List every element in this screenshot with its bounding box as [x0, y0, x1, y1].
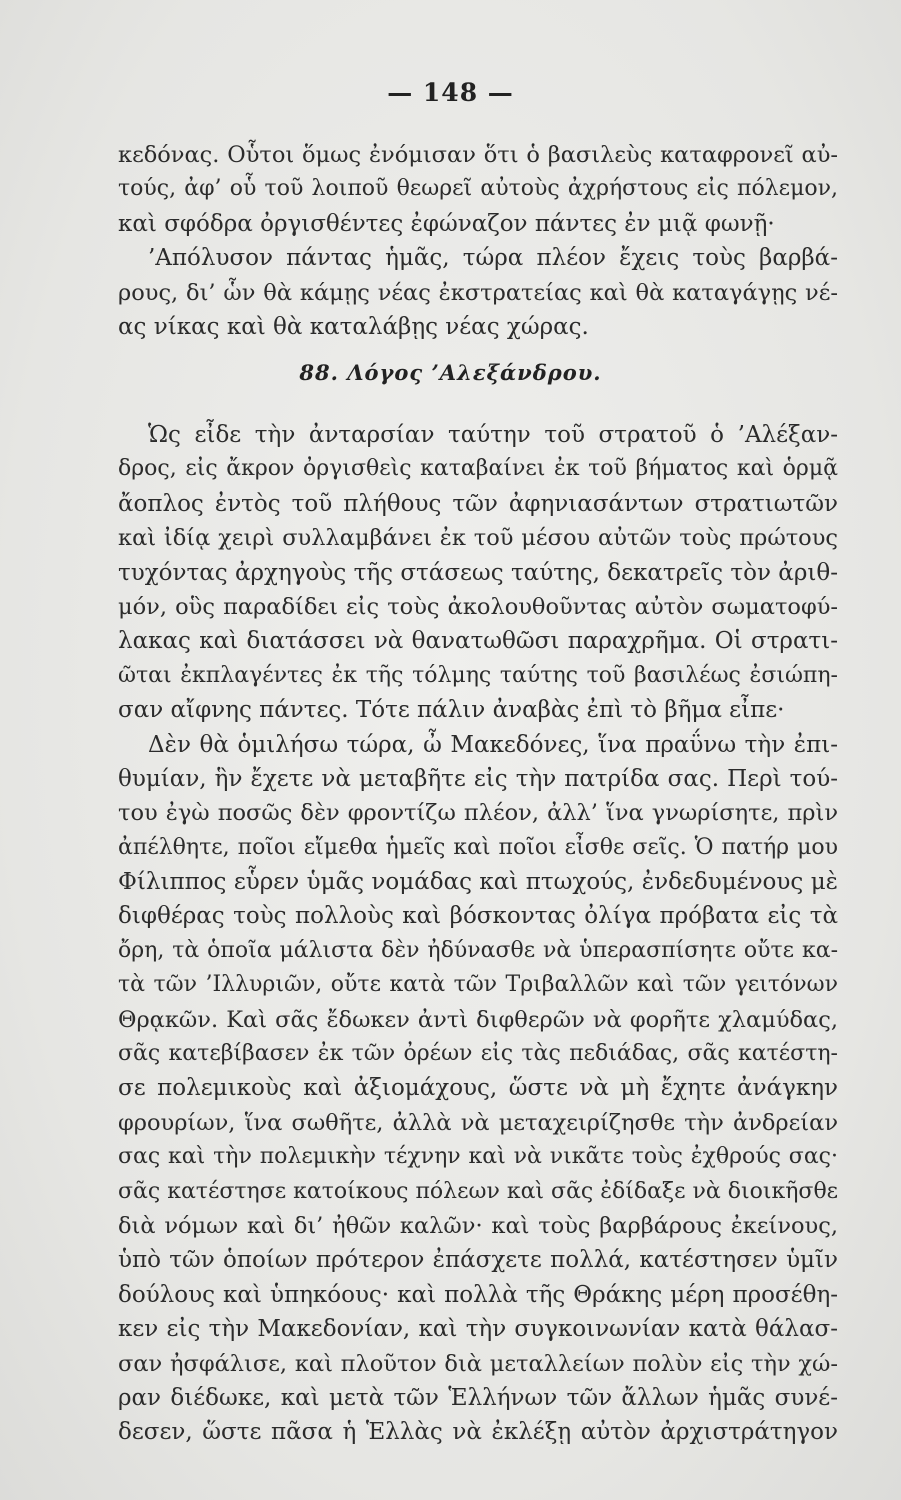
text-line: κεδόνας. Οὗτοι ὅμως ἐνόμισαν ὅτι ὁ βασιλεὺς καταφρονεῖ αὐ- [118, 142, 838, 168]
text-line: τούς, ἀφ’ οὗ τοῦ λοιποῦ θεωρεῖ αὐτοὺς ἀχρήστους εἰς πόλεμον, [118, 176, 838, 202]
text-line: τὰ τῶν ’Ιλλυριῶν, οὔτε κατὰ τῶν Τριβαλλῶν καὶ τῶν γειτόνων [118, 972, 838, 998]
text-line: Ὡς εἶδε τὴν ἀνταρσίαν ταύτην τοῦ στρατοῦ ὁ ’Αλέξαν- [148, 422, 838, 448]
text-line: θυμίαν, ἣν ἔχετε νὰ μεταβῆτε εἰς τὴν πατρίδα σας. Περὶ τού- [118, 765, 838, 792]
text-line: διφθέρας τοὺς πολλοὺς καὶ βόσκοντας ὀλίγα πρόβατα εἰς τὰ [118, 903, 838, 930]
text-line: κεν εἰς τὴν Μακεδονίαν, καὶ τὴν συγκοινωνίαν κατὰ θάλασ- [118, 1316, 838, 1343]
intro-paragraph [118, 138, 838, 344]
text-line: ὑπὸ τῶν ὁποίων πρότερον ἐπάσχετε πολλά, κατέστησεν ὑμῖν [118, 1247, 838, 1274]
text-line: ας νίκας καὶ θὰ καταλάβῃς νέας χώρας. [118, 313, 589, 340]
section-heading: 88. Λόγος ’Αλεξάνδρου. [299, 360, 602, 385]
text-line: καὶ σφόδρα ὀργισθέντες ἐφώναζον πάντες ἐν μιᾷ φωνῇ· [118, 210, 775, 237]
text-line: Δὲν θὰ ὁμιλήσω τώρα, ὦ Μακεδόνες, ἵνα πραΰνω τὴν ἐπι- [148, 731, 838, 758]
text-line: σαν αἴφνης πάντες. Τότε πάλιν ἀναβὰς ἐπὶ τὸ βῆμα εἶπε· [118, 697, 785, 724]
text-line: σε πολεμικοὺς καὶ ἀξιομάχους, ὥστε νὰ μὴ ἔχητε ἀνάγκην [118, 1075, 838, 1102]
text-line: τυχόντας ἀρχηγοὺς τῆς στάσεως ταύτης, δεκατρεῖς τὸν ἀριθ- [118, 559, 838, 586]
text-line: σας καὶ τὴν πολεμικὴν τέχνην καὶ νὰ νικᾶτε τοὺς ἐχθρούς σας· [118, 1144, 838, 1170]
text-line: ἄοπλος ἐντὸς τοῦ πλήθους τῶν ἀφηνιασάντων στρατιωτῶν [118, 490, 838, 517]
body-paragraph [118, 418, 838, 1450]
text-line: ὄρη, τὰ ὁποῖα μάλιστα δὲν ἠδύνασθε νὰ ὑπερασπίσητε οὔτε κα- [118, 937, 838, 963]
text-line: ραν διέδωκε, καὶ μετὰ τῶν Ἑλλήνων τῶν ἄλλων ἡμᾶς συνέ- [118, 1384, 838, 1411]
text-line: μόν, οὓς παραδίδει εἰς τοὺς ἀκολουθοῦντας αὐτὸν σωματοφύ- [118, 593, 838, 620]
text-line: σᾶς κατέστησε κατοίκους πόλεων καὶ σᾶς ἐδίδαξε νὰ διοικῆσθε [118, 1178, 839, 1204]
text-line: Θρᾳκῶν. Καὶ σᾶς ἔδωκεν ἀντὶ διφθερῶν νὰ φορῆτε χλαμύδας, [118, 1006, 838, 1033]
text-line: διὰ νόμων καὶ δι’ ἠθῶν καλῶν· καὶ τοὺς βαρβάρους ἐκείνους, [118, 1212, 838, 1239]
text-line: ’Απόλυσον πάντας ἡμᾶς, τώρα πλέον ἔχεις τοὺς βαρβά- [148, 245, 838, 272]
text-line: ρους, δι’ ὧν θὰ κάμῃς νέας ἐκστρατείας καὶ θὰ καταγάγῃς νέ- [118, 279, 838, 306]
text-line: φρουρίων, ἵνα σωθῆτε, ἀλλὰ νὰ μεταχειρίζησθε τὴν ἀνδρείαν [118, 1109, 838, 1136]
text-line: λακας καὶ διατάσσει νὰ θανατωθῶσι παραχρῆμα. Οἱ στρατι- [118, 628, 838, 655]
text-line: ἀπέλθητε, ποῖοι εἴμεθα ἡμεῖς καὶ ποῖοι εἶσθε σεῖς. Ὁ πατήρ μου [118, 834, 838, 860]
text-line: Φίλιππος εὗρεν ὑμᾶς νομάδας καὶ πτωχούς, ἐνδεδυμένους μὲ [118, 869, 838, 896]
text-line: ῶται ἐκπλαγέντες ἐκ τῆς τόλμης ταύτης τοῦ βασιλέως ἐσιώπη- [118, 662, 838, 688]
page-number: — 148 — [387, 78, 514, 107]
text-line: δεσεν, ὥστε πᾶσα ἡ Ἑλλὰς νὰ ἐκλέξῃ αὐτὸν ἀρχιστράτηγον [118, 1419, 838, 1446]
text-line: σαν ἠσφάλισε, καὶ πλοῦτον διὰ μεταλλείων πολὺν εἰς τὴν χώ- [118, 1350, 838, 1377]
text-line: σᾶς κατεβίβασεν ἐκ τῶν ὀρέων εἰς τὰς πεδιάδας, σᾶς κατέστη- [118, 1041, 838, 1067]
text-line: δρος, εἰς ἄκρον ὀργισθεὶς καταβαίνει ἐκ τοῦ βήματος καὶ ὁρμᾷ [118, 456, 838, 482]
text-line: δούλους καὶ ὑπηκόους· καὶ πολλὰ τῆς Θράκης μέρη προσέθη- [118, 1281, 838, 1308]
text-line: καὶ ἰδίᾳ χειρὶ συλλαμβάνει ἐκ τοῦ μέσου αὐτῶν τοὺς πρώτους [118, 525, 838, 552]
text-line: του ἐγὼ ποσῶς δὲν φροντίζω πλέον, ἀλλ’ ἵνα γνωρίσητε, πρὶν [118, 800, 838, 827]
